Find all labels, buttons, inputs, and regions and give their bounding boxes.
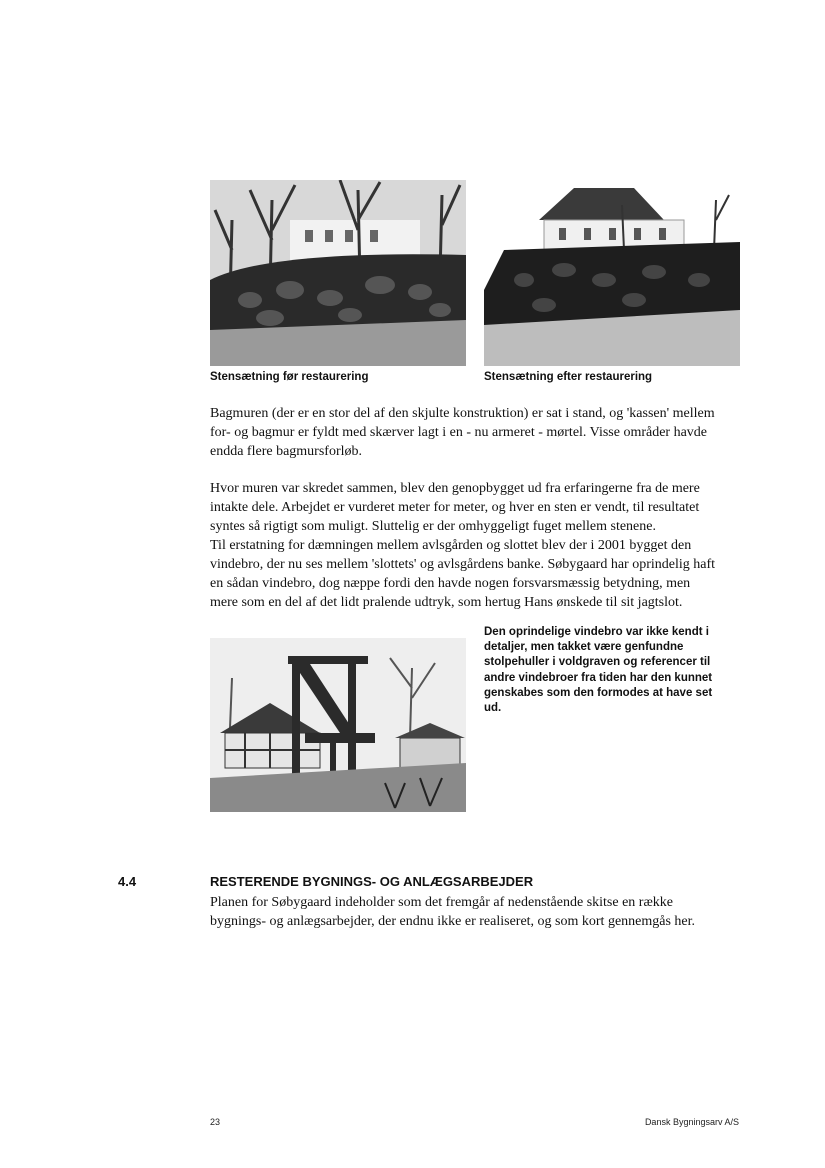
footer-publisher: Dansk Bygningsarv A/S	[644, 1117, 739, 1127]
note-line: stolpehuller i voldgraven og referencer til	[484, 656, 711, 669]
paragraph-rebuilding	[210, 479, 740, 612]
text-line: syntes så rigtigt som muligt. Sluttelig er der omhyggeligt fuget mellem stenene.	[210, 519, 656, 534]
text-line: mere som en del af det lidt pralende udtryk, som hertug Hans ønskede til sit jagtslot.	[210, 595, 683, 610]
photo-caption-before: Stensætning før restaurering	[210, 371, 369, 383]
paragraph-remaining-works	[210, 893, 740, 931]
text-line: Planen for Søbygaard indeholder som det fremgår af nedenstående skitse en række	[210, 895, 674, 910]
section-title: RESTERENDE BYGNINGS- OG ANLÆGSARBEJDER	[210, 874, 534, 889]
text-line: for- og bagmur er fyldt med skærver lagt i en - nu armeret - mørtel. Visse områder havde	[210, 425, 708, 440]
paragraph-backwall	[210, 404, 740, 461]
note-line: genskabes som den formodes at have set	[484, 686, 713, 699]
text-line: vindebro, der nu ses mellem 'slottets' og avlsgårdens banke. Søbygaard har oprindelig haft	[210, 557, 716, 572]
photo-drawbridge	[210, 638, 466, 812]
photo-caption-after: Stensætning efter restaurering	[484, 371, 653, 383]
drawbridge-note	[484, 625, 744, 716]
note-line: detaljer, men takket være genfundne	[484, 641, 684, 654]
text-line: en sådan vindebro, dog næppe fordi den havde nogen forsvarsmæssig betydning, men	[210, 576, 691, 591]
note-line: andre vindebroer fra tiden har den kunnet	[484, 671, 713, 684]
photo-wall-after	[484, 180, 740, 366]
text-line: intakte dele. Arbejdet er vurderet meter for meter, og hver en sten er vendt, til resultatet	[210, 500, 700, 515]
section-number: 4.4	[118, 874, 137, 889]
text-line: bygnings- og anlægsarbejder, der endnu ikke er realiseret, og som kort gennemgås her.	[210, 914, 696, 929]
note-line: Den oprindelige vindebro var ikke kendt i	[484, 626, 709, 638]
text-line: Til erstatning for dæmningen mellem avlsgården og slottet blev der i 2001 bygget den	[210, 538, 692, 553]
text-line: endda flere bagmursforløb.	[210, 444, 362, 459]
photo-wall-before	[210, 180, 466, 366]
page-number: 23	[210, 1117, 221, 1127]
text-line: Hvor muren var skredet sammen, blev den genopbygget ud fra erfaringerne fra de mere	[210, 481, 700, 496]
note-line: ud.	[484, 702, 502, 715]
text-line: Bagmuren (der er en stor del af den skjulte konstruktion) er sat i stand, og 'kassen' mellem	[210, 406, 715, 421]
